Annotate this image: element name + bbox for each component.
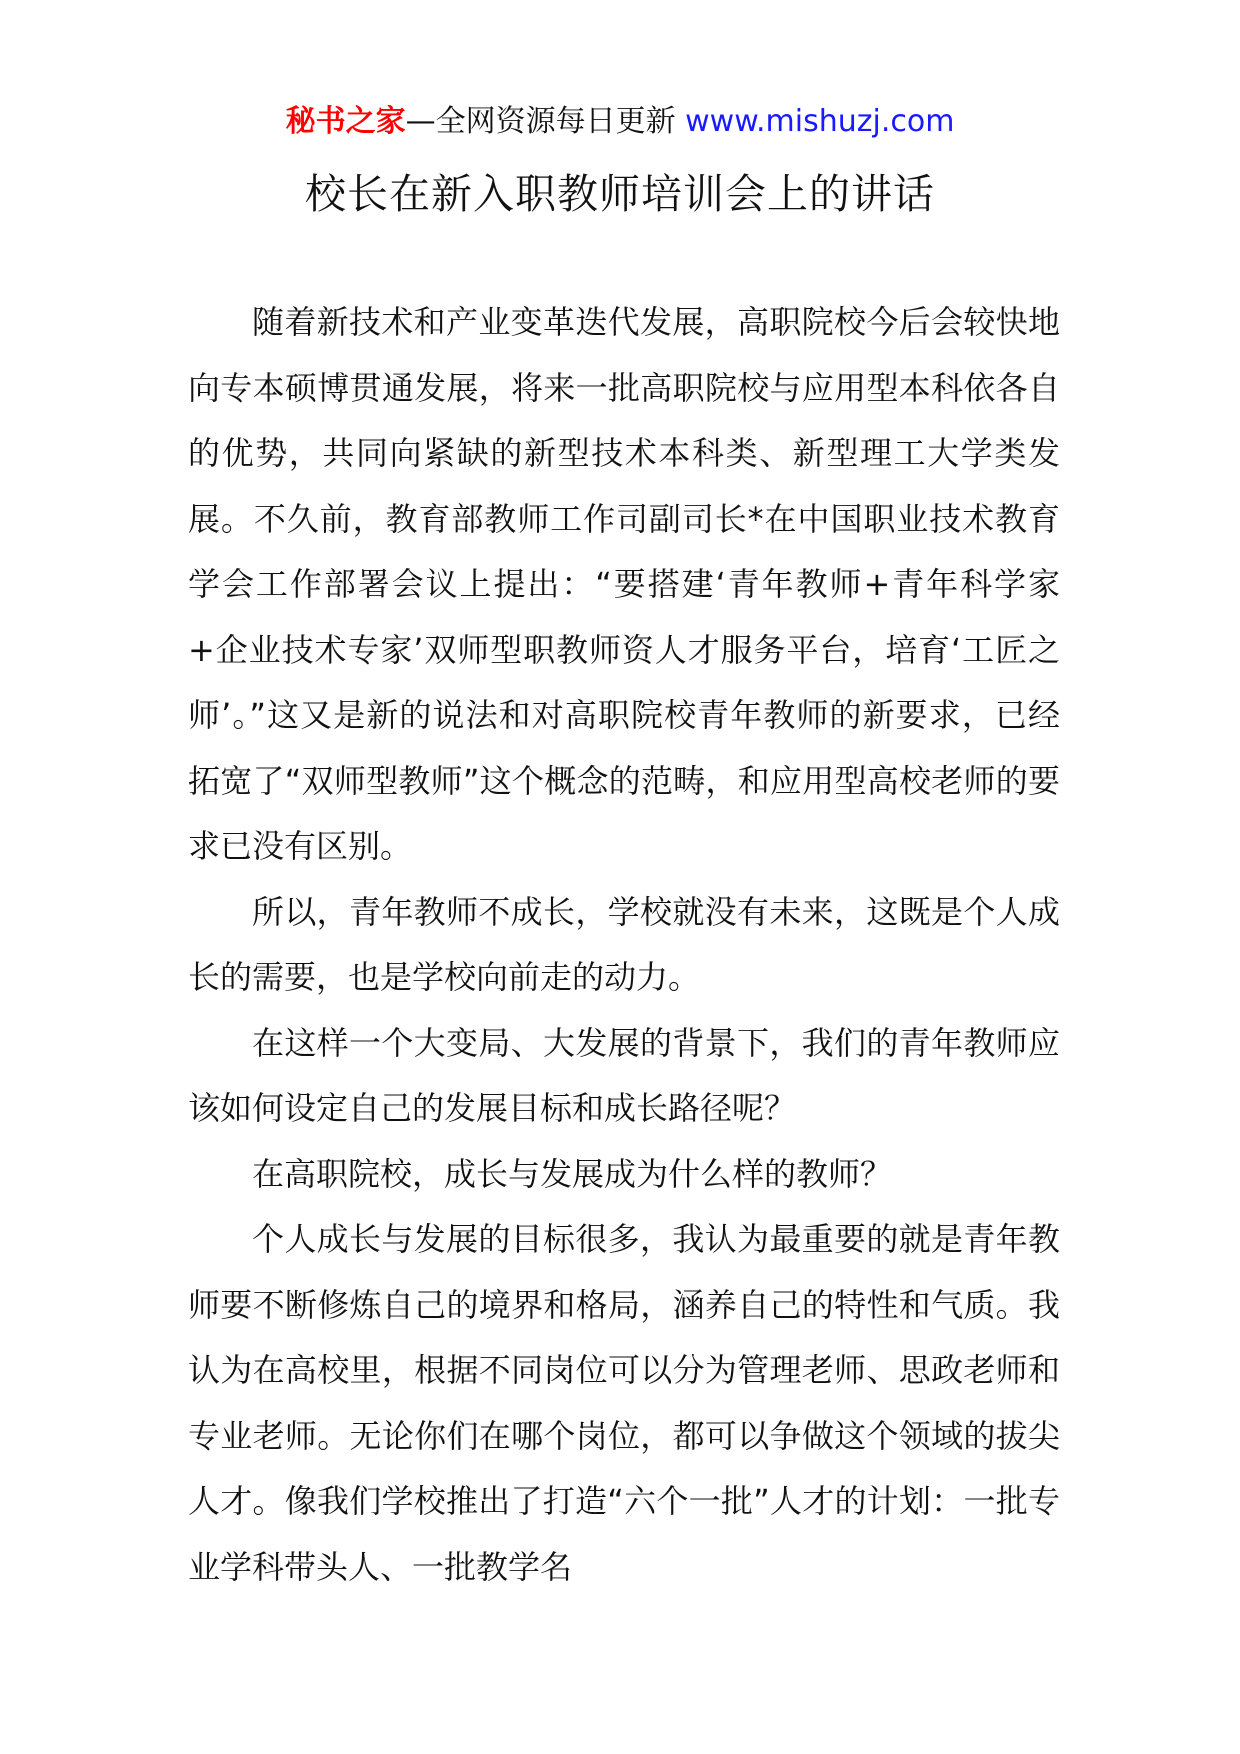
paragraph: 随着新技术和产业变革迭代发展，高职院校今后会较快地向专本硕博贯通发展，将来一批高职院校与应用型本科依各自的优势，共同向紧缺的新型技术本科类、新型理工大学类发展。不久前，教育部教师工作司副司长*在中国职业技术教育学会工作部署会议上提出：“要搭建‘青年教师+青年科学家+企业技术专家’双师型职教师资人才服务平台，培育‘工匠之师’。”这又是新的说法和对高职院校青年教师的新要求，已经拓宽了“双师型教师”这个概念的范畴，和应用型高校老师的要求已没有区别。 [188, 303, 1060, 865]
document-title: 校长在新入职教师培训会上的讲话 [305, 170, 935, 218]
paragraph: 在这样一个大变局、大发展的背景下，我们的青年教师应该如何设定自己的发展目标和成长路径呢？ [188, 1023, 1060, 1127]
brand-name: 秘书之家 [285, 104, 406, 139]
paragraph: 个人成长与发展的目标很多，我认为最重要的就是青年教师要不断修炼自己的境界和格局，涵养自己的特性和气质。我认为在高校里，根据不同岗位可以分为管理老师、思政老师和专业老师。无论你们在哪个岗位，都可以争做这个领域的拔尖人才。像我们学校推出了打造“六个一批”人才的计划：一批专业学科带头人、一批教学名 [188, 1220, 1060, 1586]
paragraph: 所以，青年教师不成长，学校就没有未来，这既是个人成长的需要，也是学校向前走的动力。 [188, 892, 1060, 996]
paragraph: 在高职院校，成长与发展成为什么样的教师？ [252, 1154, 893, 1193]
watermark-header [0, 100, 1240, 144]
header-tagline: —全网资源每日更新 [405, 104, 676, 139]
site-url-link[interactable]: www.mishuzj.com [685, 104, 955, 139]
document-body [188, 290, 1060, 1600]
